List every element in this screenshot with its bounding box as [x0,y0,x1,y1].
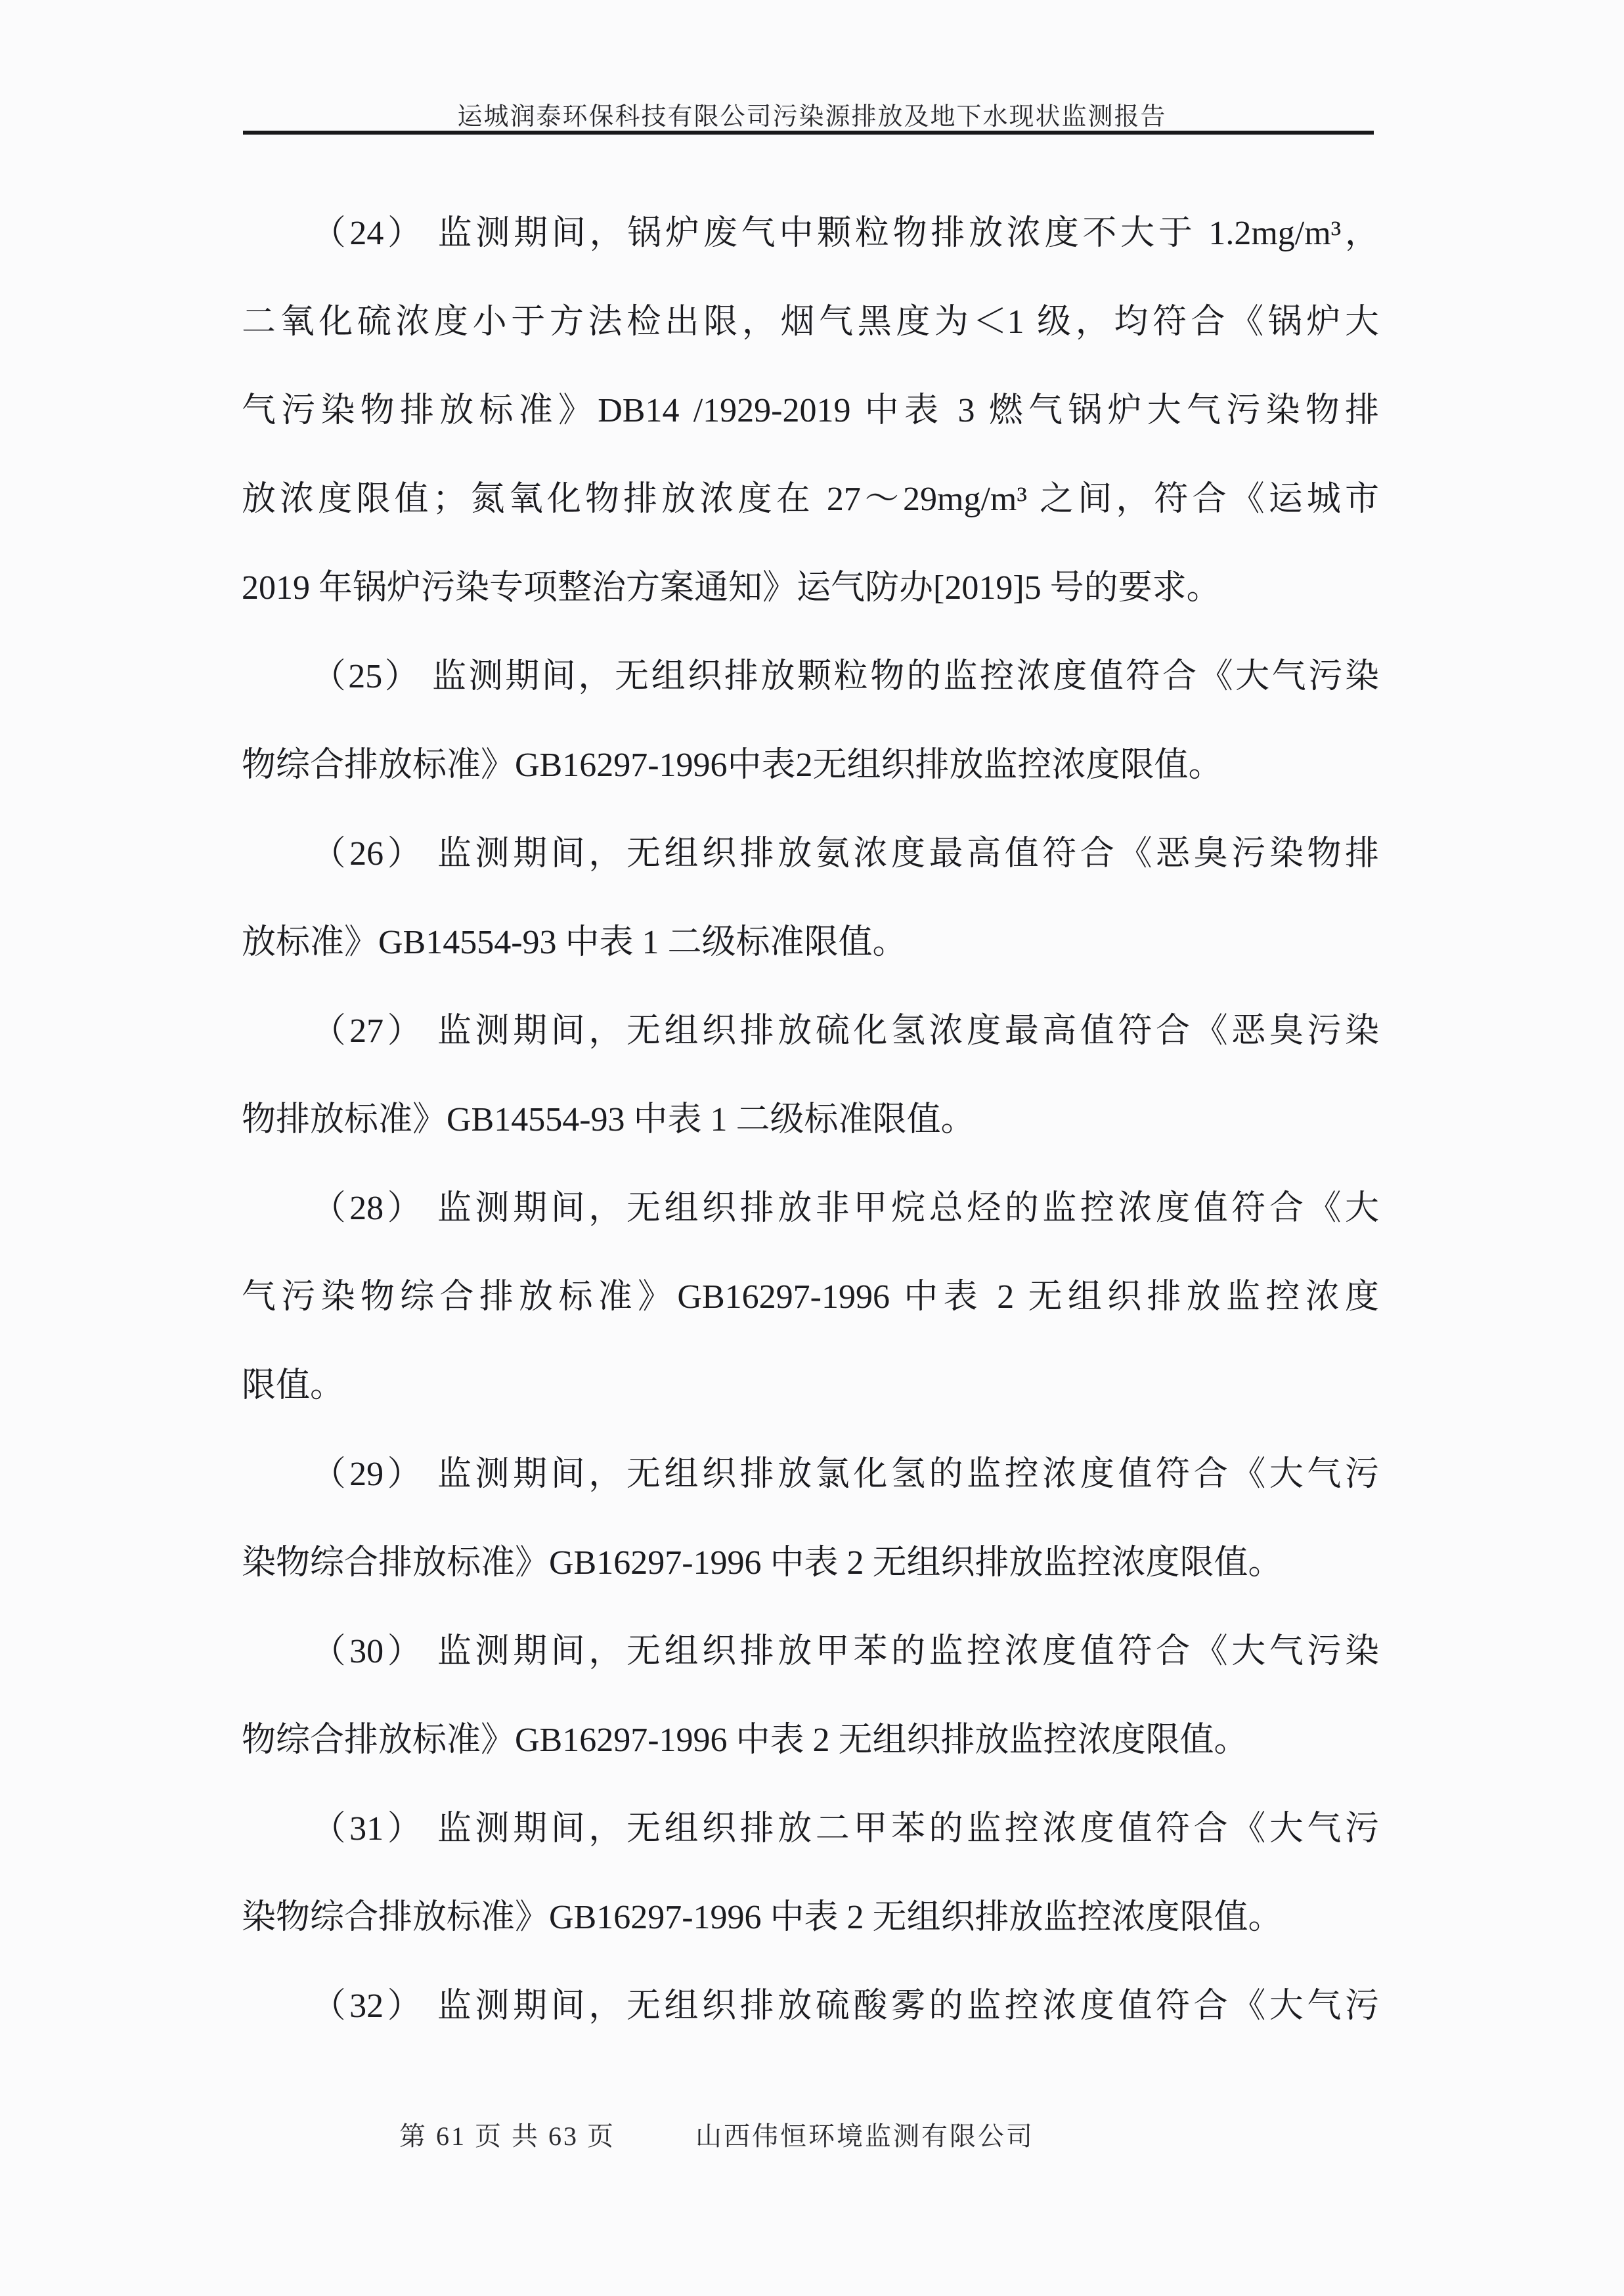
paragraph-line: 2019 年锅炉污染专项整治方案通知》运气防办[2019]5 号的要求。 [242,569,1221,607]
footer-page-number: 第 61 页 共 63 页 [399,2121,615,2151]
paragraph-31 [242,1785,1379,1962]
paragraph-32 [242,1962,1379,2050]
paragraph-line: 气污染物综合排放标准》GB16297-1996 中表 2 无组织排放监控浓度 [242,1278,1379,1316]
paragraph-line: （26） 监测期间，无组织排放氨浓度最高值符合《恶臭污染物排 [311,835,1379,873]
paragraph-line: （24） 监测期间，锅炉废气中颗粒物排放浓度不大于 1.2mg/m³， [311,215,1379,252]
paragraph-26 [242,810,1379,987]
page-header-title: 运城润泰环保科技有限公司污染源排放及地下水现状监测报告 [457,103,1167,131]
paragraph-line: 物综合排放标准》GB16297-1996 中表 2 无组织排放监控浓度限值。 [242,1722,1248,1759]
paragraph-29 [242,1430,1379,1607]
paragraph-24 [242,189,1379,632]
paragraph-line: 物综合排放标准》GB16297-1996中表2无组织排放监控浓度限值。 [242,747,1223,784]
paragraph-line: （32） 监测期间，无组织排放硫酸雾的监控浓度值符合《大气污 [311,1987,1379,2025]
paragraph-line: （29） 监测期间，无组织排放氯化氢的监控浓度值符合《大气污 [311,1456,1379,1493]
paragraph-line: 放浓度限值；氮氧化物排放浓度在 27～29mg/m³ 之间，符合《运城市 [242,481,1379,518]
paragraph-line: 物排放标准》GB14554-93 中表 1 二级标准限值。 [242,1101,975,1138]
paragraph-line: 二氧化硫浓度小于方法检出限，烟气黑度为＜1 级，均符合《锅炉大 [242,303,1379,341]
paragraph-line: 气污染物排放标准》DB14 /1929-2019 中表 3 燃气锅炉大气污染物排 [242,392,1379,429]
paragraph-line: 限值。 [242,1367,345,1404]
paragraph-line: （28） 监测期间，无组织排放非甲烷总烃的监控浓度值符合《大 [311,1190,1379,1227]
paragraph-30 [242,1607,1379,1785]
paragraph-line: （31） 监测期间，无组织排放二甲苯的监控浓度值符合《大气污 [311,1810,1379,1848]
paragraph-line: （30） 监测期间，无组织排放甲苯的监控浓度值符合《大气污染 [311,1633,1379,1670]
paragraph-line: 染物综合排放标准》GB16297-1996 中表 2 无组织排放监控浓度限值。 [242,1544,1283,1582]
paragraph-line: 放标准》GB14554-93 中表 1 二级标准限值。 [242,924,907,961]
paragraph-25 [242,632,1379,810]
paragraph-line: （27） 监测期间，无组织排放硫化氢浓度最高值符合《恶臭污染 [311,1012,1379,1050]
header-divider-rule [243,131,1374,135]
paragraph-27 [242,987,1379,1164]
paragraph-line: （25） 监测期间，无组织排放颗粒物的监控浓度值符合《大气污染 [311,658,1379,695]
footer-company-name: 山西伟恒环境监测有限公司 [695,2121,1034,2151]
document-body [242,189,1379,2050]
paragraph-line: 染物综合排放标准》GB16297-1996 中表 2 无组织排放监控浓度限值。 [242,1899,1283,1936]
page-footer [399,2115,1034,2153]
paragraph-28 [242,1164,1379,1430]
